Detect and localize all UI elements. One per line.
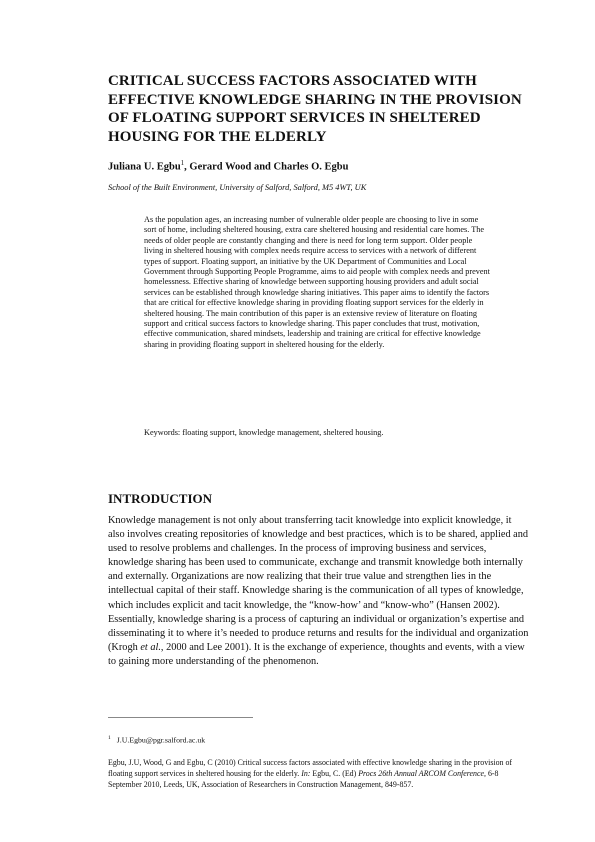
abstract: As the population ages, an increasing number of vulnerable older people are choosing to live in some sort of home, including sheltered housing, extra care sheltered housing and residential care homes. The needs of older people are constantly changing and there is need for long term support. Older people living in sheltered housing with complex needs require access to services with a network of different types of support. Floating support, an initiative by the UK Department of Communities and Local Government through Supporting People Programme, aims to aid people with complex needs and prevent homelessness. Effective sharing of knowledge between supporting housing providers and adult social services can be established through knowledge sharing initiatives. This paper aims to identify the factors that are critical for effective knowledge sharing in providing floating support services for the elderly in sheltered housing. The main contribution of this paper is an extensive review of literature on floating support and critical success factors to knowledge sharing. This paper concludes that trust, motivation, effective communication, shared mindsets, leadership and training are critical for effective knowledge sharing in providing floating support in sheltered housing for the elderly. [144,215,490,349]
footnote [108,733,528,746]
footnote-email: J.U.Egbu@pgr.salford.ac.uk [116,735,206,745]
citation-block [108,758,528,791]
affiliation: School of the Built Environment, University of Salford, Salford, M5 4WT, UK [108,183,367,192]
citation-in: In: [301,768,311,778]
citation-proceedings: Procs 26th Annual ARCOM Conference, [358,768,486,778]
co-authors: , Gerard Wood and Charles O. Egbu [184,161,349,173]
author-line [108,157,528,174]
section-heading-introduction: INTRODUCTION [108,491,213,506]
keywords: Keywords: floating support, knowledge management, sheltered housing. [144,428,384,437]
citation-editor: Egbu, C. (Ed) [310,768,359,778]
intro-text: Knowledge management is not only about transferring tacit knowledge into explicit knowledge, it also involves creating repositories of knowledge and best practices, which is to be shared, applied and used to resolve problems and challenges. In the process of improving business and services, knowledge sharing has been used to communicate, exchange and transmit knowledge both internally and externally. Organizations are now realizing that their true value and strengthen lies in the intellectual capital of their staff. Knowledge sharing is the communication of all types of knowledge, which includes explicit and tacit knowledge, the “know-how’ and “know-who” (Hansen 2002). Essentially, knowledge sharing is a process of capturing an individual or organization’s expertise and disseminating it to where it’s needed to produce returns and results for the individual and organization (Krogh [108,515,529,653]
first-author: Juliana U. Egbu [108,161,181,173]
footnote-divider [108,717,253,718]
citation-text: Egbu, J.U, Wood, G and Egbu, C (2010) Critical success factors associated with effective knowledge sharing in the provision of floating support services in sheltered housing for the elderly. [108,758,513,778]
citation-details: 6-8 September 2010, Leeds, UK, Association of Researchers in Construction Management, 849-857. [108,768,499,789]
footnote-marker: 1 [180,159,185,167]
footnote-number: 1 [108,735,111,741]
introduction-paragraph [108,514,530,669]
intro-text-end: , 2000 and Lee 2001). It is the exchange of experience, thoughts and events, with a view to gaining more understanding of the phenomenon. [108,641,525,667]
paper-title: CRITICAL SUCCESS FACTORS ASSOCIATED WITH EFFECTIVE KNOWLEDGE SHARING IN THE PROVISION OF FLOATING SUPPORT SERVICES IN SHELTERED HOUSING FOR THE ELDERLY [108,73,522,145]
intro-et-al: et al. [140,641,161,653]
